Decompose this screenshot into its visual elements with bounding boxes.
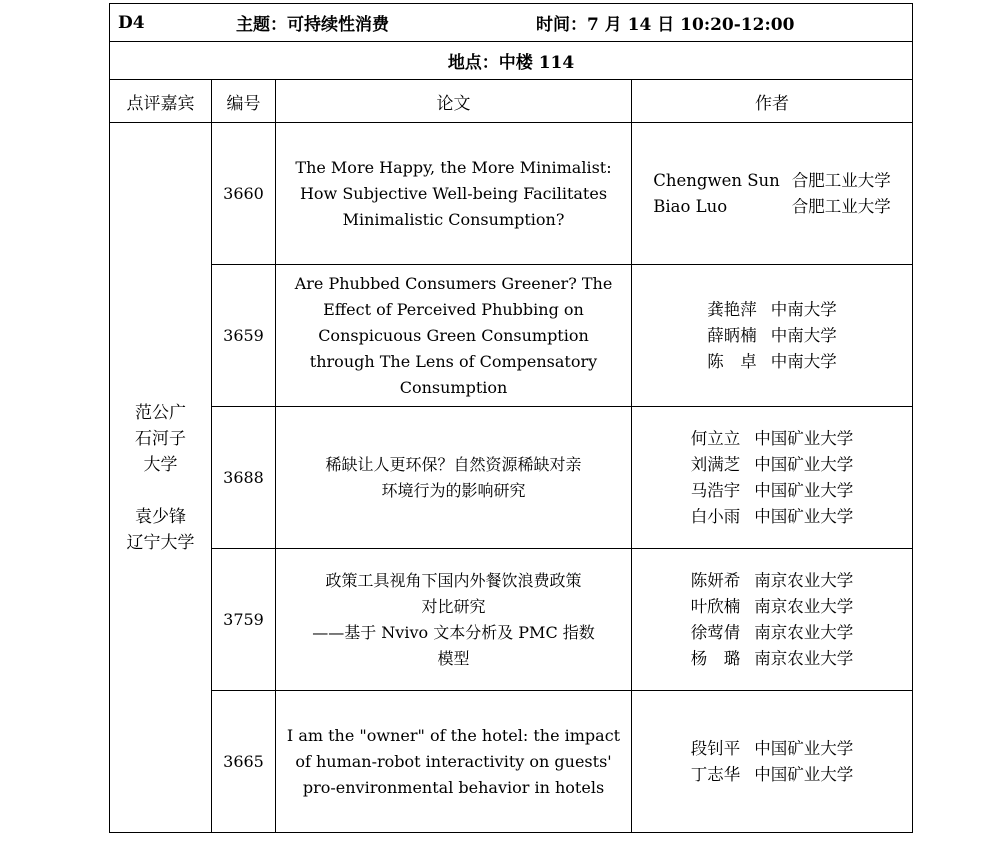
session-header-row — [110, 4, 913, 42]
author-affiliation: 南京农业大学 — [754, 570, 854, 590]
paper-authors — [632, 265, 913, 407]
author-name: 龚艳萍 — [707, 299, 757, 319]
author-entry — [691, 478, 854, 504]
author-name: 陈 卓 — [707, 351, 757, 371]
author-name: 徐莺倩 — [690, 622, 741, 642]
author-affiliation: 中国矿业大学 — [754, 480, 854, 500]
reviewer-name: 袁少锋 — [135, 506, 186, 527]
author-entry — [691, 426, 854, 452]
author-name: 陈妍希 — [690, 570, 741, 590]
author-entry — [653, 194, 891, 220]
paper-title: The More Happy, the More Minimalist: How Subjective Well-being Facilitates Minimalistic Consumption? — [276, 123, 632, 265]
col-header-paper: 论文 — [276, 80, 632, 123]
reviewer-affiliation: 石河子 — [135, 428, 186, 449]
author-affiliation: 南京农业大学 — [754, 596, 854, 616]
author-affiliation: 中南大学 — [770, 351, 837, 371]
session-location: 地点：中楼 114 — [110, 42, 913, 80]
author-entry — [691, 452, 854, 478]
author-affiliation: 中国矿业大学 — [754, 428, 854, 448]
author-affiliation: 中国矿业大学 — [754, 738, 854, 758]
paper-row — [110, 549, 913, 691]
col-header-authors: 作者 — [632, 80, 913, 123]
col-header-number: 编号 — [212, 80, 276, 123]
author-entry — [707, 297, 837, 323]
paper-authors — [632, 407, 913, 549]
author-entry — [691, 568, 854, 594]
paper-title: 政策工具视角下国内外餐饮浪费政策 对比研究 ——基于 Nvivo 文本分析及 PMC 指数 模型 — [276, 549, 632, 691]
paper-number: 3759 — [212, 549, 276, 691]
paper-number: 3665 — [212, 691, 276, 833]
paper-authors — [632, 691, 913, 833]
session-time: 时间：7 月 14 日 10:20-12:00 — [536, 15, 795, 35]
author-affiliation: 南京农业大学 — [754, 622, 854, 642]
author-name: 丁志华 — [690, 764, 741, 784]
author-entry — [691, 594, 854, 620]
author-entry — [691, 762, 854, 788]
author-name: 叶欣楠 — [690, 596, 741, 616]
reviewer-name: 范公广 — [135, 402, 186, 423]
paper-title: Are Phubbed Consumers Greener? The Effect of Perceived Phubbing on Conspicuous Green Consumption through The Lens of Compensatory Consumption — [276, 265, 632, 407]
author-entry — [707, 323, 837, 349]
paper-number: 3659 — [212, 265, 276, 407]
paper-row — [110, 265, 913, 407]
paper-row — [110, 691, 913, 833]
author-entry — [707, 349, 837, 375]
author-entry — [691, 620, 854, 646]
paper-number: 3688 — [212, 407, 276, 549]
session-topic: 主题：可持续性消费 — [236, 15, 389, 35]
paper-row — [110, 407, 913, 549]
author-name: 薛昞楠 — [707, 325, 757, 345]
column-header-row — [110, 80, 913, 123]
reviewers-cell — [110, 123, 212, 833]
session-id: D4 — [118, 12, 145, 33]
paper-authors — [632, 123, 913, 265]
author-affiliation: 南京农业大学 — [754, 648, 854, 668]
author-name: Chengwen Sun — [653, 170, 780, 190]
author-affiliation: 合肥工业大学 — [791, 170, 891, 190]
author-affiliation: 中南大学 — [770, 325, 837, 345]
author-name: 刘满芝 — [690, 454, 741, 474]
paper-row — [110, 123, 913, 265]
session-schedule-table — [109, 3, 913, 833]
author-name: 白小雨 — [690, 506, 741, 526]
author-name: 何立立 — [690, 428, 741, 448]
col-header-reviewers: 点评嘉宾 — [110, 80, 212, 123]
author-name: 段钊平 — [690, 738, 741, 758]
author-entry — [691, 646, 854, 672]
author-affiliation: 合肥工业大学 — [791, 196, 891, 216]
author-name: 马浩宇 — [690, 480, 741, 500]
paper-title: I am the "owner" of the hotel: the impact of human-robot interactivity on guests' pro-environmental behavior in hotels — [276, 691, 632, 833]
author-entry — [691, 736, 854, 762]
author-name: Biao Luo — [653, 196, 728, 216]
author-affiliation: 中国矿业大学 — [754, 506, 854, 526]
author-name: 杨 璐 — [690, 648, 741, 668]
reviewer — [110, 400, 211, 478]
author-affiliation: 中南大学 — [770, 299, 837, 319]
author-affiliation: 中国矿业大学 — [754, 454, 854, 474]
reviewer-affiliation: 辽宁大学 — [126, 532, 195, 553]
author-entry — [653, 168, 891, 194]
author-entry — [691, 504, 854, 530]
paper-authors — [632, 549, 913, 691]
author-affiliation: 中国矿业大学 — [754, 764, 854, 784]
reviewer-affiliation: 大学 — [143, 454, 178, 475]
paper-number: 3660 — [212, 123, 276, 265]
paper-title: 稀缺让人更环保？自然资源稀缺对亲 环境行为的影响研究 — [276, 407, 632, 549]
location-row — [110, 42, 913, 80]
reviewer — [110, 504, 211, 556]
